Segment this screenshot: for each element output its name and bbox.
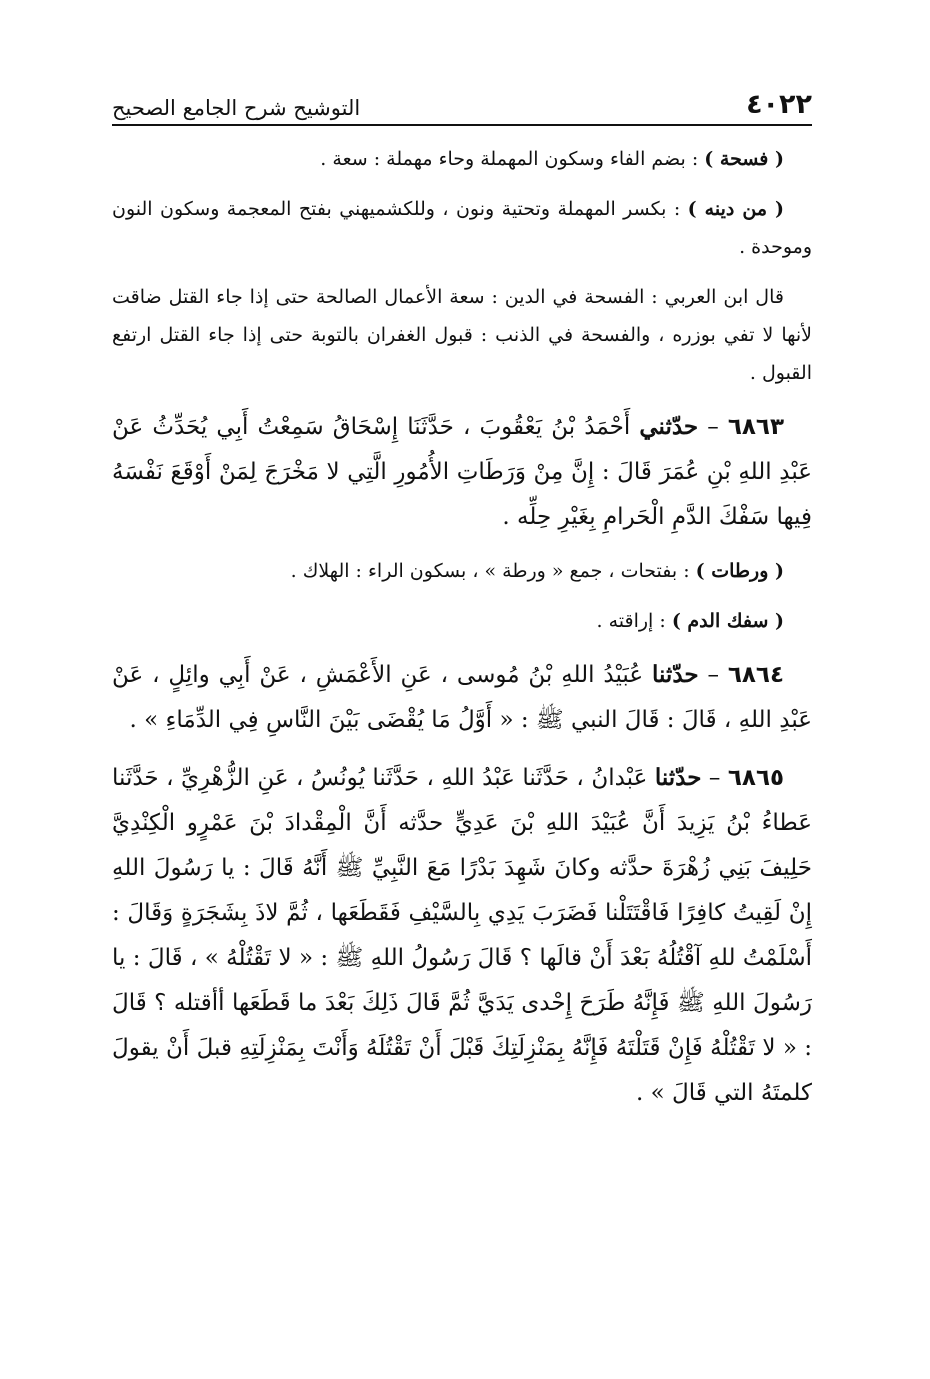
note-term: ( فسحة )	[704, 148, 784, 170]
note-text: : بضم الفاء وسكون المهملة وحاء مهملة : سعة .	[320, 148, 705, 170]
hadith-text: عَبْدانُ ، حَدَّثَنا عَبْدُ اللهِ ، حَدَّثَنا يُونُسُ ، عَنِ الزُّهْرِيِّ ، حَدَّثَنا عَطاءُ بْنُ يَزِيدَ أَنَّ عُبَيْدَ اللهِ بْنَ عَدِيٍّ حدَّثه أَنَّ الْمِقْدادَ بْنَ عَمْرٍو الْكِنْدِيَّ حَلِيفَ بَنِي زُهْرَةَ حدَّثه وكانَ شَهِدَ بَدْرًا مَعَ النَّبِيِّ ﷺ أَنَّهُ قَالَ : يا رَسُولَ اللهِ إِنْ لَقِيتُ كافِرًا فَاقْتَتَلْنا فَضَرَبَ يَدِي بِالسَّيْفِ فَقَطَعَها ، ثُمَّ لاذَ بِشَجَرَةٍ وَقَالَ : أَسْلَمْتُ للهِ آقْتُلُهُ بَعْدَ أَنْ قالَها ؟ قَالَ رَسُولُ اللهِ ﷺ : « لا تَقْتُلْهُ » ، قَالَ : يا رَسُولَ اللهِ ﷺ فَإِنَّهُ طَرَحَ إِحْدى يَدَيَّ ثُمَّ قَالَ ذَلِكَ بَعْدَ ما قَطَعَها أأقتله ؟ قَالَ : « لا تَقْتُلْهُ فَإِنْ قَتَلْتَهُ فَإِنَّهُ بِمَنْزِلَتِكَ قَبْلَ أَنْ تَقْتُلَهُ وَأَنْتَ بِمَنْزِلَتِهِ قبلَ أَنْ يقولَ كلمتَهُ التي قَالَ » .	[112, 765, 812, 1106]
page-number: ٤٠٢٢	[746, 89, 812, 120]
hadith-intro: حدّثنا	[651, 661, 699, 688]
page-content	[112, 140, 812, 1116]
hadith-text: عُبَيْدُ اللهِ بْنُ مُوسى ، عَنِ الأَعْمَشِ ، عَنْ أَبِي وائِلٍ ، عَنْ عَبْدِ اللهِ ، قَالَ : قَالَ النبي ﷺ : « أَوَّلُ مَا يُقْضَى بَيْنَ النَّاسِ فِي الدِّمَاءِ » .	[112, 662, 812, 733]
ibn-arabi-commentary: قال ابن العربي : الفسحة في الدين : سعة الأعمال الصالحة حتى إذا جاء القتل ضاقت لأنها لا تفي بوزره ، والفسحة في الذنب : قبول الغفران بالتوبة حتى إذا جاء القتل ارتفع القبول .	[112, 286, 812, 384]
page-header	[112, 80, 812, 126]
hadith-number: ٦٨٦٣	[727, 414, 784, 440]
hadith-dash: –	[708, 765, 721, 791]
note-text: : بكسر المهملة وتحتية ونون ، وللكشميهني بفتح المعجمة وسكون النون وموحدة .	[112, 198, 812, 258]
book-page	[112, 80, 812, 1128]
running-title: التوشيح شرح الجامع الصحيح	[112, 96, 361, 120]
hadith-6865	[112, 755, 812, 1116]
hadith-number: ٦٨٦٥	[727, 765, 785, 791]
hadith-intro: حدّثني	[639, 413, 699, 440]
note-min-dinihi	[112, 190, 812, 266]
note-fusha	[112, 140, 812, 178]
hadith-dash: –	[707, 662, 719, 688]
note-text: : إراقته .	[596, 610, 672, 632]
hadith-intro: حدّثنا	[654, 764, 702, 791]
hadith-6863	[112, 404, 812, 540]
note-term: ( سفك الدم )	[671, 610, 784, 632]
note-term: ( ورطات )	[695, 560, 784, 582]
hadith-dash: –	[707, 414, 719, 440]
hadith-number: ٦٨٦٤	[727, 662, 785, 688]
note-waratat	[112, 552, 812, 590]
hadith-6864	[112, 652, 812, 743]
note-safk-aldam	[112, 602, 812, 640]
note-text: : بفتحات ، جمع « ورطة » ، بسكون الراء : الهلاك .	[290, 560, 696, 582]
note-term: ( من دينه )	[687, 198, 784, 220]
hadith-text: أَحْمَدُ بْنُ يَعْقُوبَ ، حَدَّثَنَا إِسْحَاقُ سَمِعْتُ أَبِي يُحَدِّثُ عَنْ عَبْدِ اللهِ بْنِ عُمَرَ قَالَ : إِنَّ مِنْ وَرَطَاتِ الأُمُورِ الَّتِي لا مَخْرَجَ لِمَنْ أَوْقَعَ نَفْسَهُ فِيها سَفْكَ الدَّمِ الْحَرامِ بِغَيْرِ حِلِّه .	[112, 414, 812, 530]
